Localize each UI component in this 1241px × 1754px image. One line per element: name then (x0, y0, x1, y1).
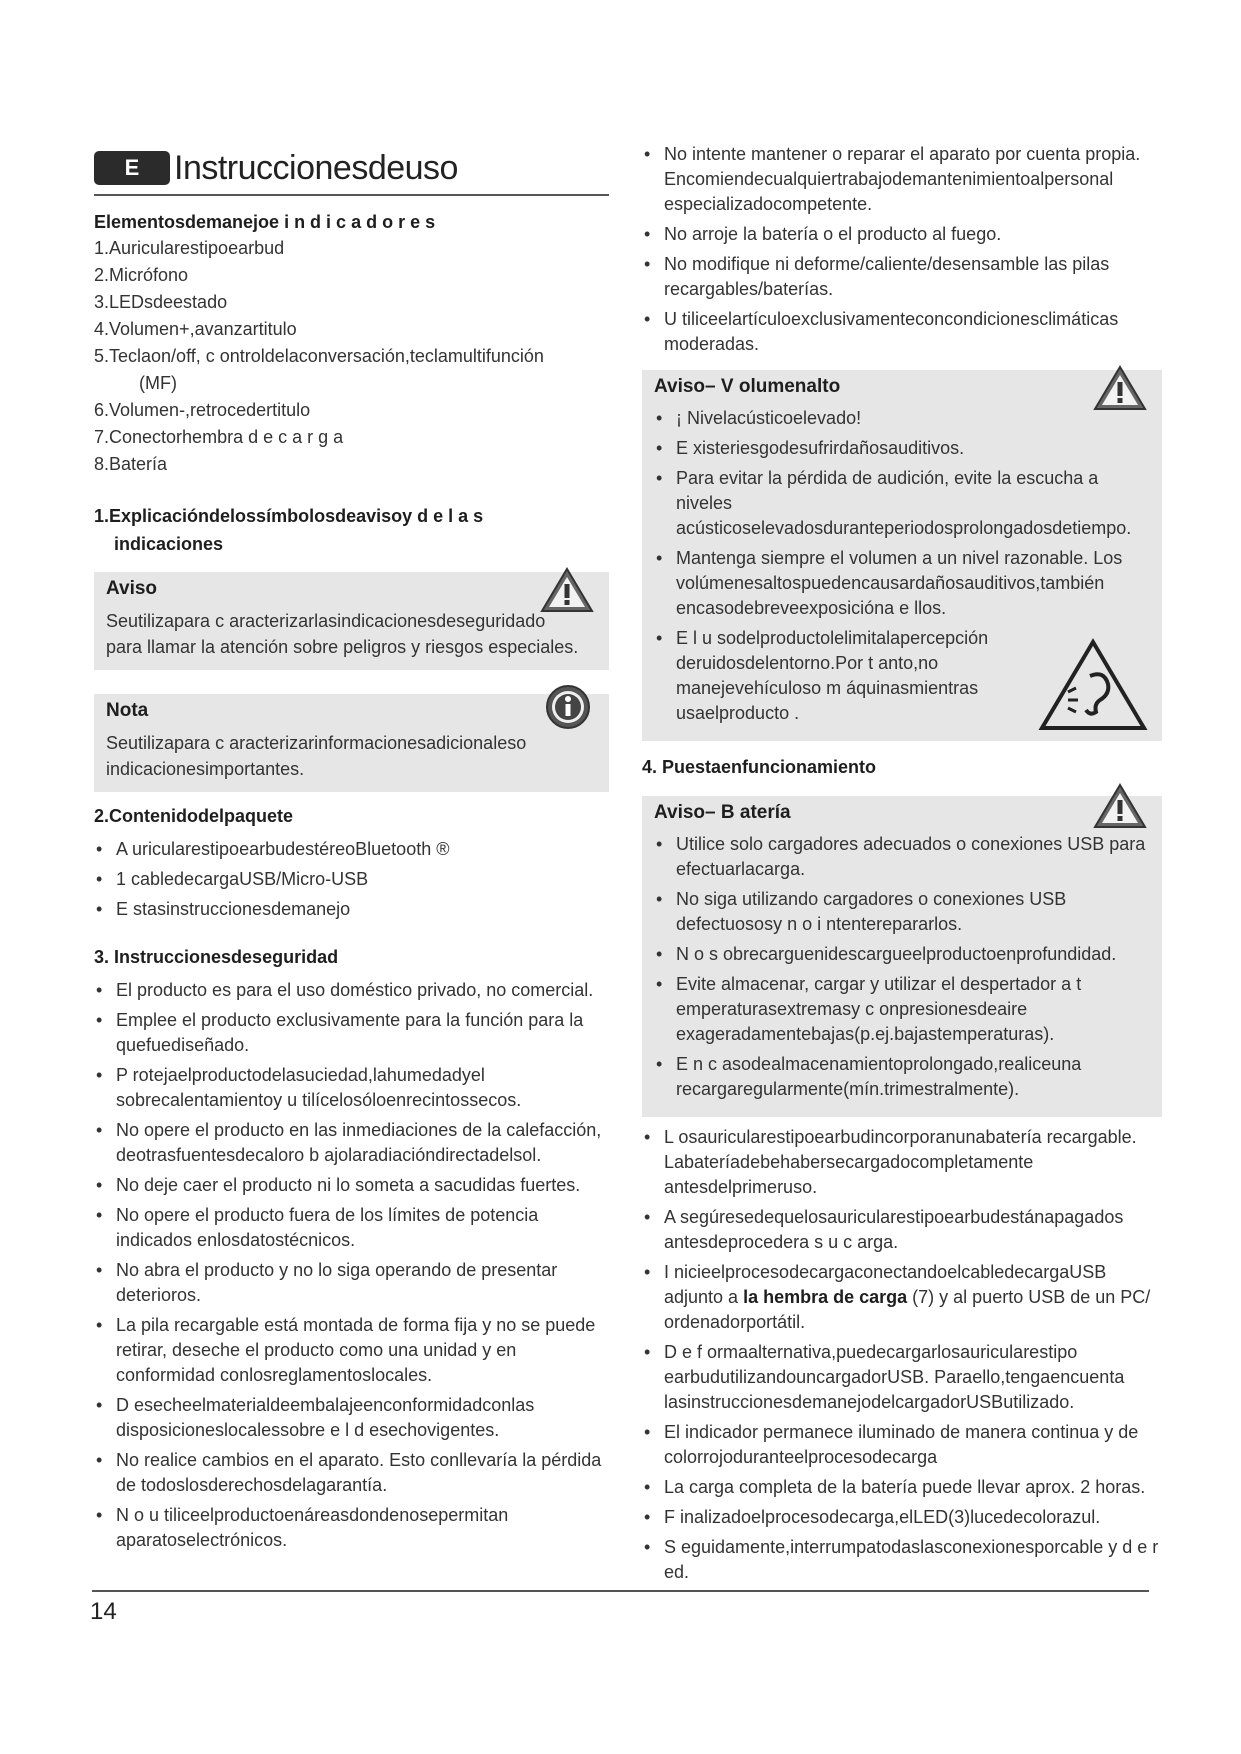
page-number: 14 (90, 1598, 117, 1625)
controls-item: 4.Volumen+,avanzartitulo (94, 319, 297, 339)
controls-item: 5.Teclaon/off, c ontroldelaconversación,teclamultifunción (94, 346, 544, 366)
warning-triangle-icon (1092, 782, 1148, 835)
charging-port-label: la hembra de carga (743, 1287, 908, 1307)
page-title: Instruccionesdeuso (174, 148, 458, 187)
list-item: • A segúresedequelosauricularestipoearbudestánapagados antesdeprocedera s u c arga. (642, 1205, 1162, 1255)
list-item: • No opere el producto fuera de los límites de potencia indicados enlosdatostécnicos. (94, 1203, 609, 1253)
list-item: • E n c asodealmacenamientoprolongado,realiceuna recargaregularmente(mín.trimestralmente). (654, 1052, 1150, 1102)
list-item: • No deje caer el producto ni lo someta a sacudidas fuertes. (94, 1173, 609, 1198)
language-badge: E (94, 151, 170, 185)
list-item: • No arroje la batería o el producto al fuego. (642, 222, 1162, 247)
controls-item: 8.Batería (94, 454, 168, 474)
section-4-heading: 4. Puestaenfuncionamiento (642, 757, 877, 777)
aviso-box (94, 572, 609, 670)
controls-item: (MF) (139, 373, 177, 393)
section-3-heading: 3. Instruccionesdeseguridad (94, 947, 339, 967)
list-item: • La pila recargable está montada de forma fija y no se puede retirar, deseche el producto como una unidad y en conformidad conlosreglamentoslocales. (94, 1313, 609, 1388)
info-circle-icon (545, 684, 591, 735)
section-2-heading: 2.Contenidodelpaquete (94, 806, 294, 826)
list-item: • La carga completa de la batería puede llevar aprox. 2 horas. (642, 1475, 1162, 1500)
list-item: • E stasinstruccionesdemanejo (94, 897, 609, 922)
list-item: • El producto es para el uso doméstico privado, no comercial. (94, 978, 609, 1003)
controls-item: 3.LEDsdeestado (94, 292, 228, 312)
left-column (94, 138, 609, 1558)
list-item: • No siga utilizando cargadores o conexiones USB defectuososy n o i ntenterepararlos. (654, 887, 1150, 937)
list-item: • Mantenga siempre el volumen a un nivel razonable. Los volúmenesaltospuedencausardañosauditivos,también encasodebreveexposicióna e llos. (654, 546, 1150, 621)
controls-item: 1.Auricularestipoearbud (94, 238, 285, 258)
footer-divider (92, 1590, 1149, 1592)
list-item: • N o s obrecarguenidescargueelproductoenprofundidad. (654, 942, 1150, 967)
list-item: • U tiliceelartículoexclusivamenteconcondicionesclimáticas moderadas. (642, 307, 1162, 357)
list-item: • S eguidamente,interrumpatodaslasconexionesporcable y d e r ed. (642, 1535, 1162, 1585)
list-item: • A uricularestipoearbudestéreoBluetooth ® (94, 837, 609, 862)
volumen-alto-title: Aviso– V olumenalto (654, 376, 841, 397)
list-item: • No intente mantener o reparar el aparato por cuenta propia. Encomiendecualquiertrabajodemantenimientoalpersonal especializadocompetente. (642, 142, 1162, 217)
list-item: • Emplee el producto exclusivamente para la función para la quefuediseñado. (94, 1008, 609, 1058)
hearing-warning-icon (1038, 638, 1148, 737)
nota-box (94, 694, 609, 792)
bateria-title: Aviso– B atería (654, 802, 791, 823)
bateria-box (642, 796, 1162, 1117)
safety-list (94, 978, 609, 1553)
section-1-heading-cont: indicaciones (114, 534, 224, 554)
bateria-list (654, 832, 1150, 1102)
right-column (642, 142, 1162, 1590)
page-header (94, 142, 609, 196)
list-item: • D e f ormaalternativa,puedecargarlosauricularestipo earbudutilizandouncargadorUSB. Paraello,tengaencuenta lasinstruccionesdemanejodelcargadorUSButilizado. (642, 1340, 1162, 1415)
list-item: • E xisteriesgodesufrirdañosauditivos. (654, 436, 1150, 461)
aviso-title: Aviso (106, 578, 158, 599)
charging-list (642, 1125, 1162, 1585)
list-item (642, 1260, 1162, 1335)
list-item: • No modifique ni deforme/caliente/desensamble las pilas recargables/baterías. (642, 252, 1162, 302)
list-item: • E l u sodelproductolelimitalapercepción deruidosdelentorno.Por t anto,no manejevehículoso m áquinasmientras usaelproducto . (654, 626, 1150, 726)
list-item: • No realice cambios en el aparato. Esto conllevaría la pérdida de todoslosderechosdelagarantía. (94, 1448, 609, 1498)
list-item: • N o u tiliceelproductoenáreasdondenosepermitan aparatoselectrónicos. (94, 1503, 609, 1553)
list-item: • Para evitar la pérdida de audición, evite la escucha a niveles acústicoselevadosduranteperiodosprolongadosdetiempo. (654, 466, 1150, 541)
nota-title: Nota (106, 700, 149, 721)
list-item: • No opere el producto en las inmediaciones de la calefacción, deotrasfuentesdecaloro b ajolaradiacióndirectadelsol. (94, 1118, 609, 1168)
list-item: • L osauricularestipoearbudincorporanunabatería recargable. Labateríadebehabersecargadocompletamente antesdelprimeruso. (642, 1125, 1162, 1200)
nota-text-2: indicacionesimportantes. (106, 759, 305, 779)
aviso-text-2: para llamar la atención sobre peligros y riesgos especiales. (106, 637, 579, 657)
volumen-alto-box (642, 370, 1162, 741)
list-item: • F inalizadoelprocesodecarga,elLED(3)lucedecolorazul. (642, 1505, 1162, 1530)
list-item: • El indicador permanece iluminado de manera continua y de colorrojoduranteelprocesodecarga (642, 1420, 1162, 1470)
controls-item: 7.Conectorhembra d e c a r g a (94, 427, 344, 447)
charging-text: I nicieelprocesodecargaconectandoelcabledecargaUSB adjunto a (664, 1262, 1107, 1307)
warning-triangle-icon (539, 566, 595, 619)
aviso-text-1: Seutilizapara c aracterizarlasindicacionesdeseguridado (106, 611, 546, 631)
list-item: • Utilice solo cargadores adecuados o conexiones USB para efectuarlacarga. (654, 832, 1150, 882)
list-item: • D esecheelmaterialdeembalajeenconformidadconlas disposicioneslocalessobre e l d esechovigentes. (94, 1393, 609, 1443)
charging-text: (7) y al puerto USB de un PC/ ordenadorportátil. (664, 1287, 1151, 1332)
list-item: • Evite almacenar, cargar y utilizar el despertador a t emperaturasextremasy c onpresionesdeaire exageradamentebajas(p.ej.bajastemperaturas). (654, 972, 1150, 1047)
package-contents-list (94, 837, 609, 922)
safety-list-continued (642, 142, 1162, 357)
section-1-heading: 1.Explicacióndelossímbolosdeavisoy d e l a s (94, 506, 484, 526)
controls-item: 2.Micrófono (94, 265, 189, 285)
list-item: • ¡ Nivelacústicoelevado! (654, 406, 1150, 431)
controls-item: 6.Volumen-,retrocedertitulo (94, 400, 311, 420)
list-item: • 1 cabledecargaUSB/Micro-USB (94, 867, 609, 892)
list-item: • No abra el producto y no lo siga operando de presentar deterioros. (94, 1258, 609, 1308)
nota-text-1: Seutilizapara c aracterizarinformacionesadicionaleso (106, 733, 527, 753)
controls-list (94, 235, 609, 478)
list-item: • P rotejaelproductodelasuciedad,lahumedadyel sobrecalentamientoy u tilícelosóloenrecintossecos. (94, 1063, 609, 1113)
controls-heading: Elementosdemanejoe i n d i c a d o r e s (94, 212, 436, 232)
